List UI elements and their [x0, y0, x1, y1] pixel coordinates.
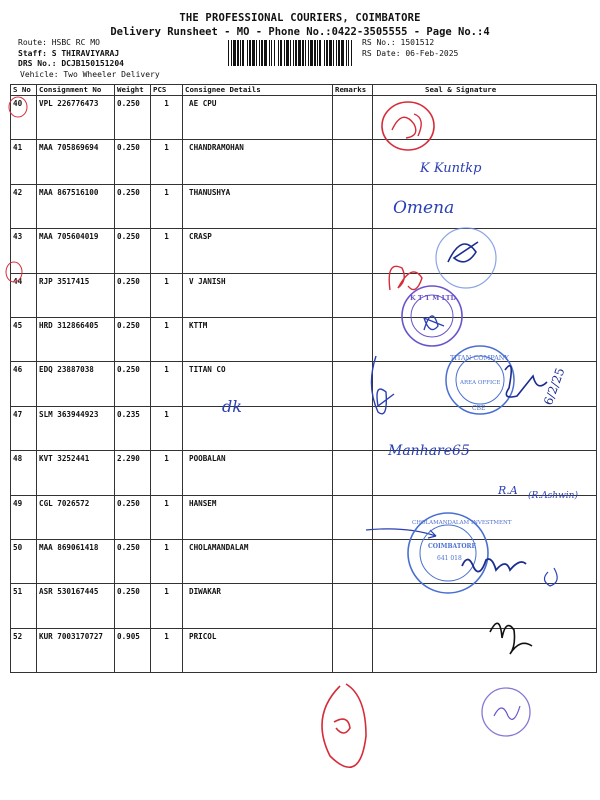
- barcode-bar: [338, 40, 340, 66]
- table-row: [11, 406, 597, 450]
- barcode-bar: [329, 40, 332, 66]
- barcode-bar: [319, 40, 321, 66]
- barcode-bar: [284, 40, 285, 66]
- signature-row-42: Omena: [393, 198, 455, 218]
- barcode-bar: [237, 40, 239, 66]
- pcs-cell: 1: [151, 229, 183, 273]
- barcode-bar: [308, 40, 309, 66]
- titan-stamp-bottom: CBE: [472, 405, 486, 412]
- barcode-bar: [302, 40, 304, 66]
- weight-cell: 0.250: [115, 229, 151, 273]
- consignment-cell: MAA 869061418: [37, 539, 115, 583]
- consignee-cell: [183, 406, 333, 450]
- barcode-bar: [310, 40, 313, 66]
- sno-cell: 48: [11, 451, 37, 495]
- barcode-bar: [271, 40, 272, 66]
- signature-cell: [373, 362, 597, 406]
- pcs-cell: 1: [151, 451, 183, 495]
- weight-cell: 2.290: [115, 451, 151, 495]
- sno-cell: 43: [11, 229, 37, 273]
- sno-cell: 47: [11, 406, 37, 450]
- barcode-bar: [240, 40, 241, 66]
- col-seal-signature: Seal & Signature: [373, 85, 597, 96]
- sno-cell: 41: [11, 140, 37, 184]
- signature-cell: [373, 539, 597, 583]
- barcode-bar: [231, 40, 232, 66]
- table-row: [11, 273, 597, 317]
- signature-row-49-name: (R.Ashwin): [528, 491, 578, 501]
- consignee-cell: DIWAKAR: [183, 584, 333, 628]
- signature-cell: [373, 451, 597, 495]
- sno-cell: 46: [11, 362, 37, 406]
- rs-number: RS No.: 1501512: [362, 38, 435, 47]
- sno-cell: 40: [11, 96, 37, 140]
- signature-cell: [373, 229, 597, 273]
- table-row: [11, 451, 597, 495]
- weight-cell: 0.250: [115, 140, 151, 184]
- col-sno: S No: [11, 85, 37, 96]
- barcode-bar: [269, 40, 270, 66]
- weight-cell: 0.250: [115, 539, 151, 583]
- consignment-cell: KVT 3252441: [37, 451, 115, 495]
- sno-cell: 44: [11, 273, 37, 317]
- bottom-stamp: [482, 688, 530, 736]
- table-row: [11, 539, 597, 583]
- red-scribble-bottom: [322, 684, 366, 767]
- consignment-cell: MAA 867516100: [37, 184, 115, 228]
- barcode-bar: [317, 40, 318, 66]
- signature-cell: [373, 317, 597, 361]
- remarks-cell: [333, 184, 373, 228]
- sno-cell: 49: [11, 495, 37, 539]
- barcode-bar: [295, 40, 297, 66]
- col-consignee: Consignee Details: [183, 85, 333, 96]
- consignee-cell: HANSEM: [183, 495, 333, 539]
- drs-line: DRS No.: DCJB150151204: [18, 59, 124, 69]
- col-pcs: PCS: [151, 85, 183, 96]
- signature-cell: [373, 140, 597, 184]
- table-row: [11, 362, 597, 406]
- signature-row-41: K Kuntkp: [420, 161, 482, 176]
- pcs-cell: 1: [151, 317, 183, 361]
- consignment-cell: ASR 530167445: [37, 584, 115, 628]
- weight-cell: 0.905: [115, 628, 151, 672]
- signature-cell: [373, 628, 597, 672]
- signature-row-48: Manhare65: [388, 443, 470, 459]
- consignee-cell: CRASP: [183, 229, 333, 273]
- table-row: [11, 495, 597, 539]
- pcs-cell: 1: [151, 96, 183, 140]
- signature-cell: [373, 584, 597, 628]
- pcs-cell: 1: [151, 273, 183, 317]
- barcode-bar: [278, 40, 279, 66]
- barcode-bar: [252, 40, 255, 66]
- remarks-cell: [333, 96, 373, 140]
- runsheet-subtitle: Delivery Runsheet - MO - Phone No.:0422-3505555 - Page No.:4: [110, 26, 490, 38]
- barcode-bar: [333, 40, 334, 66]
- barcode-bar: [280, 40, 282, 66]
- signature-cell: [373, 495, 597, 539]
- remarks-cell: [333, 628, 373, 672]
- weight-cell: 0.250: [115, 584, 151, 628]
- weight-cell: 0.250: [115, 317, 151, 361]
- signature-cell: [373, 96, 597, 140]
- consignee-cell: POOBALAN: [183, 451, 333, 495]
- table-row: [11, 317, 597, 361]
- route-line: Route: HSBC RC MO: [18, 38, 100, 47]
- remarks-cell: [333, 362, 373, 406]
- consignment-cell: CGL 7026572: [37, 495, 115, 539]
- barcode-bar: [264, 40, 267, 66]
- weight-cell: 0.250: [115, 96, 151, 140]
- date-row-46: 6/2/25: [541, 365, 568, 408]
- sno-cell: 52: [11, 628, 37, 672]
- consignment-cell: MAA 705604019: [37, 229, 115, 273]
- remarks-cell: [333, 229, 373, 273]
- table-header-row: [11, 85, 597, 96]
- pcs-cell: 1: [151, 184, 183, 228]
- remarks-cell: [333, 406, 373, 450]
- consignee-cell: KTTM: [183, 317, 333, 361]
- col-weight: Weight: [115, 85, 151, 96]
- sno-cell: 51: [11, 584, 37, 628]
- signature-row-49: R.A: [498, 484, 518, 497]
- sno-cell: 50: [11, 539, 37, 583]
- barcode-bar: [346, 40, 347, 66]
- remarks-cell: [333, 140, 373, 184]
- barcode-bar: [341, 40, 344, 66]
- col-remarks: Remarks: [333, 85, 373, 96]
- barcode-bar: [242, 40, 244, 66]
- company-title: THE PROFESSIONAL COURIERS, COIMBATORE: [179, 12, 421, 24]
- barcode-bar: [233, 40, 236, 66]
- consignment-cell: EDQ 23887038: [37, 362, 115, 406]
- kttm-stamp-text: K T T M LTD: [410, 294, 457, 302]
- pcs-cell: 1: [151, 539, 183, 583]
- consignee-cell: THANUSHYA: [183, 184, 333, 228]
- runsheet-table: [10, 84, 597, 673]
- barcode-bar: [324, 40, 325, 66]
- consignee-cell: CHANDRAMOHAN: [183, 140, 333, 184]
- rs-date: RS Date: 06-Feb-2025: [362, 48, 459, 58]
- consignee-cell: TITAN CO: [183, 362, 333, 406]
- barcode-bar: [293, 40, 294, 66]
- remarks-cell: [333, 273, 373, 317]
- table-row: [11, 229, 597, 273]
- rs-info: [362, 38, 458, 59]
- chola-stamp-pin: 641 018: [437, 555, 462, 562]
- bottom-stamp-signature: [494, 706, 520, 719]
- barcode-bar: [256, 40, 257, 66]
- barcode-bar: [336, 40, 337, 66]
- remarks-cell: [333, 584, 373, 628]
- sno-cell: 42: [11, 184, 37, 228]
- barcode-bar: [348, 40, 349, 66]
- consignment-cell: KUR 7003170727: [37, 628, 115, 672]
- consignee-cell: CHOLAMANDALAM: [183, 539, 333, 583]
- chola-stamp-ring: CHOLAMANDALAM INVESTMENT: [412, 520, 512, 526]
- weight-cell: 0.250: [115, 184, 151, 228]
- pcs-cell: 1: [151, 140, 183, 184]
- weight-cell: 0.235: [115, 406, 151, 450]
- barcode-bar: [290, 40, 291, 66]
- barcode-bar: [247, 40, 248, 66]
- weight-cell: 0.250: [115, 273, 151, 317]
- table-row: [11, 184, 597, 228]
- consignment-cell: MAA 705869694: [37, 140, 115, 184]
- signature-row-47: dk: [222, 397, 242, 416]
- table-row: [11, 96, 597, 140]
- signature-cell: [373, 273, 597, 317]
- titan-stamp-mid: AREA OFFICE: [460, 380, 501, 386]
- barcode: [228, 40, 354, 66]
- route-info: [18, 38, 160, 80]
- barcode-bar: [326, 40, 328, 66]
- table-row: [11, 628, 597, 672]
- titan-stamp-top: TITAN COMPANY: [450, 354, 509, 362]
- consignee-cell: PRICOL: [183, 628, 333, 672]
- barcode-bar: [286, 40, 289, 66]
- staff-line: Staff: S THIRAVIYARAJ: [18, 48, 120, 58]
- col-consignment: Consignment No: [37, 85, 115, 96]
- barcode-bar: [274, 40, 275, 66]
- barcode-bar: [228, 40, 229, 66]
- barcode-bar: [314, 40, 316, 66]
- consignment-cell: HRD 312866405: [37, 317, 115, 361]
- pcs-cell: 1: [151, 495, 183, 539]
- remarks-cell: [333, 317, 373, 361]
- pcs-cell: 1: [151, 628, 183, 672]
- barcode-bar: [351, 40, 352, 66]
- consignment-cell: VPL 226776473: [37, 96, 115, 140]
- consignment-cell: SLM 363944923: [37, 406, 115, 450]
- remarks-cell: [333, 539, 373, 583]
- weight-cell: 0.250: [115, 495, 151, 539]
- barcode-bar: [298, 40, 301, 66]
- barcode-bar: [261, 40, 263, 66]
- sno-cell: 45: [11, 317, 37, 361]
- signature-cell: [373, 184, 597, 228]
- pcs-cell: 1: [151, 362, 183, 406]
- consignment-cell: RJP 3517415: [37, 273, 115, 317]
- vehicle-line: Vehicle: Two Wheeler Delivery: [20, 69, 160, 79]
- consignee-cell: AE CPU: [183, 96, 333, 140]
- barcode-bar: [305, 40, 306, 66]
- chola-stamp-city: COIMBATORE: [428, 543, 477, 550]
- weight-cell: 0.250: [115, 362, 151, 406]
- pcs-cell: 1: [151, 584, 183, 628]
- barcode-bar: [249, 40, 251, 66]
- barcode-bar: [259, 40, 260, 66]
- remarks-cell: [333, 495, 373, 539]
- remarks-cell: [333, 451, 373, 495]
- consignee-cell: V JANISH: [183, 273, 333, 317]
- table-row: [11, 584, 597, 628]
- pcs-cell: 1: [151, 406, 183, 450]
- table-row: [11, 140, 597, 184]
- signature-cell: [373, 406, 597, 450]
